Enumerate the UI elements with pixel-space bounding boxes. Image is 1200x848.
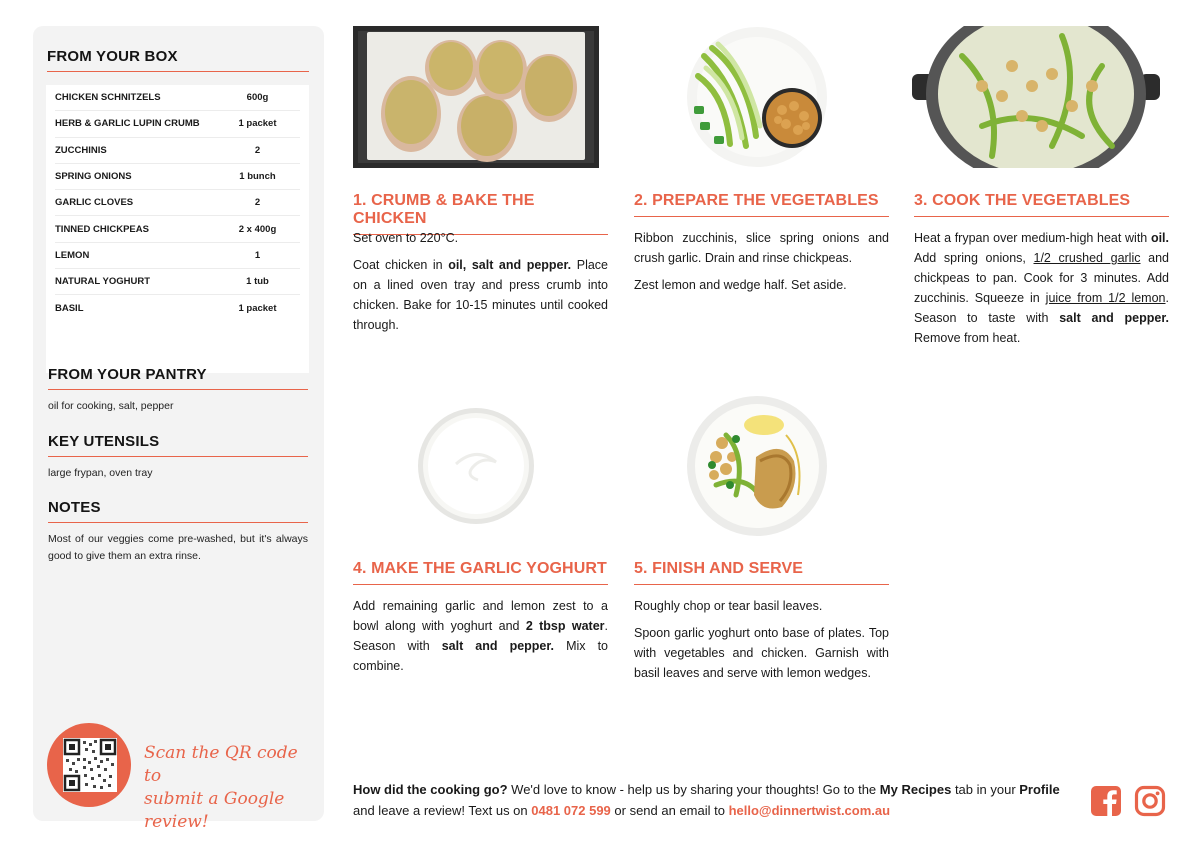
step-1-body bbox=[353, 228, 608, 342]
step-4-body bbox=[353, 596, 608, 683]
ingredient-name: TINNED CHICKPEAS bbox=[55, 223, 149, 235]
step-2-image bbox=[686, 26, 828, 168]
phone-link[interactable]: 0481 072 599 bbox=[531, 803, 611, 818]
facebook-icon[interactable] bbox=[1090, 785, 1122, 817]
footer-text: or send an email to bbox=[610, 803, 729, 818]
utensils-heading: KEY UTENSILS bbox=[48, 433, 308, 457]
qr-review-prompt bbox=[144, 742, 314, 834]
step-5-text: Spoon garlic yoghurt onto base of plates. Top with vegetables and chicken. Garnish with basil leaves and serve with lemon wedges. bbox=[634, 626, 889, 680]
footer-text: We'd love to know - help us by sharing your thoughts! Go to the bbox=[507, 782, 880, 797]
step-text: Heat a frypan over medium-high heat with bbox=[914, 231, 1151, 245]
step-5-title: 5. FINISH AND SERVE bbox=[634, 560, 889, 585]
ingredient-qty: 600g bbox=[246, 92, 269, 104]
feedback-footer bbox=[353, 779, 1073, 821]
step-2-text: Ribbon zucchinis, slice spring onions and crush garlic. Drain and rinse chickpeas. bbox=[634, 231, 889, 265]
ingredient-qty: 2 x 400g bbox=[238, 223, 277, 235]
ingredient-name: HERB & GARLIC LUPIN CRUMB bbox=[55, 118, 200, 130]
ingredient-name: GARLIC CLOVES bbox=[55, 197, 134, 209]
step-4-image bbox=[416, 406, 536, 526]
table-row bbox=[55, 295, 300, 321]
table-row bbox=[55, 269, 300, 295]
utensils-text: large frypan, oven tray bbox=[48, 467, 153, 479]
step-underline: 1/2 crushed garlic bbox=[1033, 251, 1141, 265]
notes-section bbox=[48, 499, 308, 565]
ingredient-name: LEMON bbox=[55, 249, 90, 261]
step-text: . Season with bbox=[353, 619, 609, 653]
step-1-image bbox=[353, 26, 599, 168]
step-4-text bbox=[353, 596, 608, 676]
my-recipes-ref: My Recipes bbox=[879, 782, 952, 797]
table-row bbox=[55, 111, 300, 137]
step-1-title: 1. CRUMB & BAKE THE CHICKEN bbox=[353, 192, 608, 235]
step-2-title: 2. PREPARE THE VEGETABLES bbox=[634, 192, 889, 217]
step-2-body bbox=[634, 228, 889, 302]
step-5-image bbox=[686, 395, 828, 537]
table-row bbox=[55, 216, 300, 242]
instagram-icon[interactable] bbox=[1134, 785, 1166, 817]
notes-heading: NOTES bbox=[48, 499, 308, 523]
email-link[interactable]: hello@dinnertwist.com.au bbox=[728, 803, 891, 818]
step-2-text: Zest lemon and wedge half. Set aside. bbox=[634, 278, 847, 292]
step-text: Add remaining garlic and lemon zest to a bowl along with yoghurt and bbox=[353, 599, 608, 633]
ingredient-qty: 1 packet bbox=[238, 118, 277, 130]
ingredient-qty: 1 tub bbox=[246, 276, 269, 288]
table-row bbox=[55, 85, 300, 111]
step-3-title: 3. COOK THE VEGETABLES bbox=[914, 192, 1169, 217]
step-emphasis: oil. bbox=[1150, 231, 1169, 245]
pantry-heading: FROM YOUR PANTRY bbox=[48, 366, 308, 390]
ingredient-qty: 1 bunch bbox=[239, 171, 276, 183]
notes-text: Most of our veggies come pre-washed, but it's always good to give them an extra rinse. bbox=[48, 533, 308, 562]
step-text: Remove from heat. bbox=[914, 331, 1021, 345]
step-1-text bbox=[353, 255, 608, 335]
step-underline: juice from 1/2 lemon bbox=[1045, 291, 1166, 305]
qr-badge[interactable] bbox=[47, 723, 131, 807]
step-text: and chickpeas to pan. Cook for 3 minutes. Add zucchinis. Squeeze in bbox=[914, 251, 1169, 305]
ingredients-table bbox=[46, 85, 309, 373]
profile-ref: Profile bbox=[1019, 782, 1060, 797]
ingredient-name: NATURAL YOGHURT bbox=[55, 276, 150, 288]
step-emphasis: salt and pepper. bbox=[441, 639, 555, 653]
qr-code[interactable] bbox=[63, 738, 117, 792]
footer-text: tab in your bbox=[951, 782, 1020, 797]
step-text: Mix to combine. bbox=[353, 639, 608, 673]
table-row bbox=[55, 164, 300, 190]
qr-text-line: Scan the QR code to bbox=[144, 743, 298, 786]
utensils-section bbox=[48, 433, 308, 482]
step-5-body bbox=[634, 596, 889, 690]
step-text: . Season to taste with bbox=[914, 291, 1169, 325]
ingredient-name: CHICKEN SCHNITZELS bbox=[55, 92, 161, 104]
step-emphasis: salt and pepper. bbox=[1059, 311, 1169, 325]
footer-lead: How did the cooking go? bbox=[353, 782, 508, 797]
step-3-text bbox=[914, 228, 1169, 348]
ingredient-qty: 2 bbox=[254, 197, 261, 209]
pantry-text: oil for cooking, salt, pepper bbox=[48, 400, 174, 412]
qr-text-line: submit a Google review! bbox=[144, 789, 285, 832]
table-row bbox=[55, 190, 300, 216]
step-3-image bbox=[912, 26, 1160, 168]
step-4-title: 4. MAKE THE GARLIC YOGHURT bbox=[353, 560, 608, 585]
step-emphasis: oil, salt and pepper. bbox=[448, 258, 572, 272]
ingredient-qty: 1 bbox=[254, 249, 261, 261]
pantry-section bbox=[48, 366, 308, 415]
ingredient-name: BASIL bbox=[55, 303, 84, 315]
table-row bbox=[55, 138, 300, 164]
table-row bbox=[55, 243, 300, 269]
footer-text: and leave a review! Text us on bbox=[353, 803, 532, 818]
step-5-text: Roughly chop or tear basil leaves. bbox=[634, 599, 823, 613]
sidebar bbox=[33, 26, 324, 832]
step-emphasis: 2 tbsp water bbox=[525, 619, 605, 633]
step-text: Add spring onions, bbox=[914, 251, 1034, 265]
from-your-box-heading: FROM YOUR BOX bbox=[47, 48, 309, 72]
step-text: Coat chicken in bbox=[353, 258, 449, 272]
step-3-body bbox=[914, 228, 1169, 355]
ingredient-name: SPRING ONIONS bbox=[55, 171, 132, 183]
ingredient-name: ZUCCHINIS bbox=[55, 144, 107, 156]
step-1-text: Set oven to 220°C. bbox=[353, 231, 459, 245]
ingredient-qty: 1 packet bbox=[238, 303, 277, 315]
step-text: Place on a lined oven tray and press crumb into chicken. Bake for 10-15 minutes until cooked through. bbox=[353, 258, 609, 332]
ingredient-qty: 2 bbox=[254, 144, 261, 156]
